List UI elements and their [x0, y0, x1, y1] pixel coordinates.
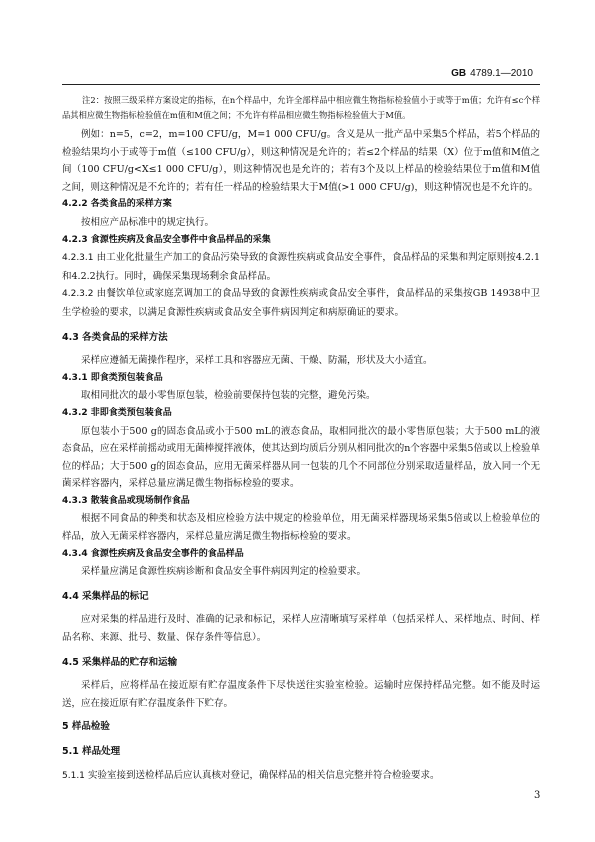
section-4-3-2-heading: 4.3.2 非即食类预包装食品: [62, 407, 172, 418]
section-4-5-body: 采样后，应将样品在接近原有贮存温度条件下尽快送往实验室检验。运输时应保持样品完整。如不能及时运送，应在接近原有贮存温度条件下贮存。: [62, 680, 540, 709]
section-5-1-1-body: 实验室接到送检样品后应认真核对登记，确保样品的相关信息完整并符合检验要求。: [87, 769, 440, 781]
section-4-3-3-heading: 4.3.3 散装食品或现场制作食品: [62, 495, 190, 506]
section-4-4-body: 应对采集的样品进行及时、准确的记录和标记，采样人应清晰填写采样单（包括采样人、采样地点、时间、样品名称、来源、批号、数量、保存条件等信息）。: [62, 614, 540, 644]
section-4-2-3-1-body: 由工业化批量生产加工的食品污染导致的食源性疾病或食品安全事件，食品样品的采集和判定原则按4.2.1和4.2.2执行。同时，确保采集现场剩余食品样品。: [62, 252, 540, 282]
section-5-1-1-number: 5.1.1: [62, 770, 85, 781]
section-4-2-3-2: [62, 285, 540, 321]
section-4-2-3-1-number: 4.2.3.1: [62, 253, 94, 264]
section-5-1-1: [62, 767, 540, 786]
section-4-3-3-body: 根据不同食品的种类和状态及相应检验方法中规定的检验单位，用无菌采样器现场采集5倍或以上检验单位的样品，放入无菌采样容器内，采样总量应满足微生物指标检验的要求。: [62, 513, 540, 543]
section-4-3-body: 采样应遵循无菌操作程序，采样工具和容器应无菌、干燥、防漏，形状及大小适宜。: [81, 355, 433, 367]
section-4-3-4-heading: 4.3.4 食源性疾病及食品安全事件的食品样品: [62, 548, 244, 559]
section-4-3-2-body: 原包装小于500 g的固态食品或小于500 mL的液态食品，取相同批次的最小零售原包装；大于500 mL的液态食品，应在采样前摇动或用无菌棒搅拌液体，使其达到均质后分别从相同批次的n个容器中采集5倍或以上检验单位的样品；大于500 g的固态食品，应用无菌采样器从同一包装的几个不同部位分别采取适量样品，放入同一个无菌采样容器内，采样总量应满足微生物指标检验的要求。: [62, 425, 540, 490]
section-4-3-1-heading: 4.3.1 即食类预包装食品: [62, 372, 163, 383]
note-2: 注2：按照三级采样方案设定的指标，在n个样品中，允许全部样品中相应微生物指标检验值小于或等于m值；允许有≤c个样品其相应微生物指标检验值在m值和M值之间；不允许有样品相应微生物指标检验值大于M值。: [62, 95, 540, 120]
page-header: [451, 68, 533, 79]
section-4-2-2-body: 按相应产品标准中的规定执行。: [81, 216, 215, 228]
section-4-2-3-2-number: 4.2.3.2: [62, 289, 94, 300]
standard-code: GB: [451, 68, 467, 79]
section-4-3-heading: 4.3 各类食品的采样方法: [62, 331, 168, 343]
section-4-2-3-1: [62, 249, 540, 285]
page-number: 3: [534, 790, 541, 801]
section-4-2-3-2-body: 由餐饮单位或家庭烹调加工的食品导致的食源性疾病或食品安全事件，食品样品的采集按GB 14938中卫生学检验的要求，以满足食源性疾病或食品安全事件病因判定和病原确证的要求。: [62, 288, 540, 318]
header-rule: [62, 84, 540, 85]
section-4-3-4-body: 采样量应满足食源性疾病诊断和食品安全事件病因判定的检验要求。: [81, 566, 367, 578]
section-4-4-heading: 4.4 采集样品的标记: [62, 590, 149, 602]
section-4-2-3-heading: 4.2.3 食源性疾病及食品安全事件中食品样品的采集: [62, 234, 271, 245]
section-4-3-1-body: 取相同批次的最小零售原包装，检验前要保持包装的完整，避免污染。: [81, 390, 376, 402]
document-body: [62, 93, 540, 785]
standard-number: 4789.1—2010: [470, 68, 533, 79]
section-5-1-heading: 5.1 样品处理: [62, 746, 121, 757]
section-5-heading: 5 样品检验: [62, 721, 110, 733]
section-4-2-2-heading: 4.2.2 各类食品的采样方案: [62, 199, 172, 210]
section-4-5-heading: 4.5 采集样品的贮存和运输: [62, 656, 178, 668]
example-paragraph: 例如：n=5，c=2，m=100 CFU/g，M=1 000 CFU/g。含义是从一批产品中采集5个样品，若5个样品的检验结果均小于或等于m值（≤100 CFU/g），则这种情况是允许的；若≤2个样品的结果（X）位于m值和M值之间（100 CFU/g<X≤1 000 CFU/g），则这种情况也是允许的；若有3个及以上样品的检验结果位于m值和M值之间，则这种情况是不允许的；若有任一样品的检验结果大于M值(>1 000 CFU/g)，则这种情况也是不允许的。: [62, 129, 540, 193]
